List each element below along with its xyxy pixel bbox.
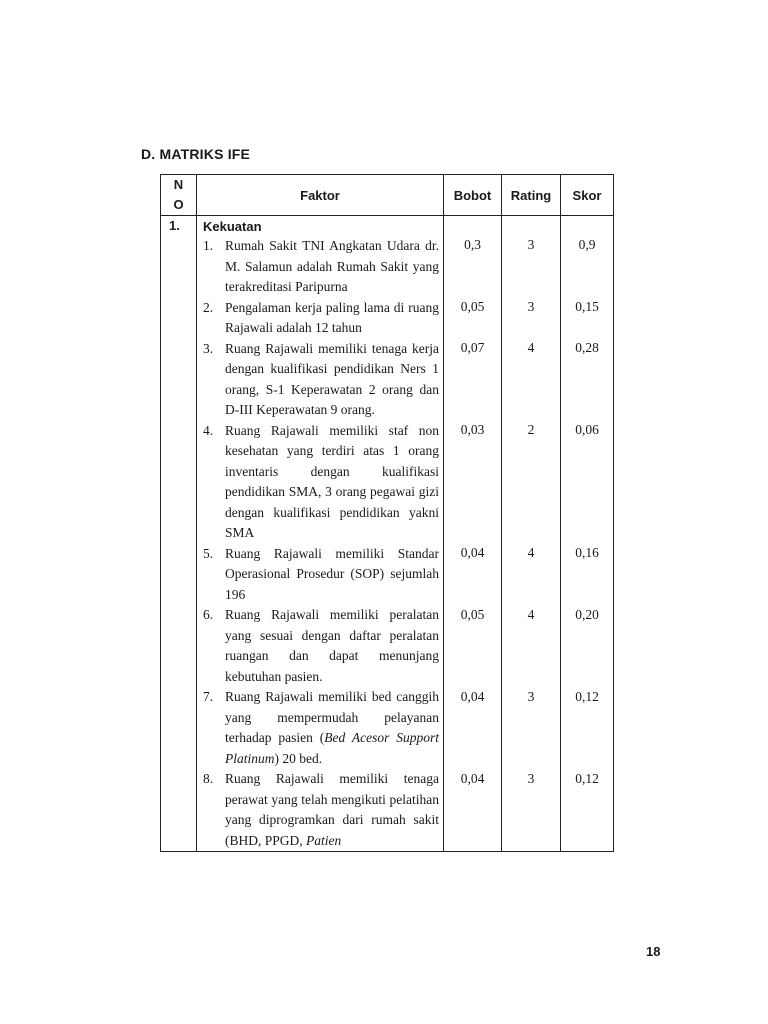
item-text: Ruang Rajawali memiliki Standar Operasional Prosedur (SOP) sejumlah 196 — [225, 545, 439, 602]
faktor-item — [203, 687, 439, 769]
faktor-cell — [197, 216, 444, 852]
section-heading: D. MATRIKS IFE — [141, 146, 251, 162]
skor-value: 0,16 — [575, 545, 599, 560]
header-rating: Rating — [502, 175, 561, 216]
rating-value: 4 — [527, 340, 535, 355]
skor-value: 0,12 — [575, 689, 599, 704]
header-no: N O — [161, 175, 197, 216]
ife-matrix-table — [160, 174, 614, 852]
skor-value: 0,12 — [575, 771, 599, 786]
header-faktor: Faktor — [197, 175, 444, 216]
item-text: Ruang Rajawali memiliki tenaga kerja dengan kualifikasi pendidikan Ners 1 orang, S-1 Keperawatan 2 orang dan D-III Keperawatan 9 orang. — [225, 340, 439, 417]
page-number: 18 — [646, 944, 661, 959]
bobot-value: 0,05 — [460, 299, 485, 314]
item-text: Ruang Rajawali memiliki peralatan yang sesuai dengan daftar peralatan ruangan dan dapat menunjang kebutuhan pasien. — [225, 607, 439, 684]
rating-value: 4 — [527, 545, 535, 560]
item-number: 4. — [203, 422, 214, 438]
item-text: Ruang Rajawali memiliki tenaga perawat yang telah mengikuti pelatihan yang diprogramkan dari rumah sakit (BHD, PPGD, Patien — [225, 771, 439, 848]
bobot-cell — [444, 216, 502, 852]
item-text: Ruang Rajawali memiliki staf non kesehatan yang terdiri atas 1 orang inventaris dengan kualifikasi pendidikan SMA, 3 orang pegawai gizi dengan kualifikasi pendidikan yakni SMA — [225, 422, 439, 540]
faktor-item — [203, 298, 439, 339]
faktor-item — [203, 339, 439, 421]
bobot-value: 0,04 — [460, 545, 485, 560]
bobot-value: 0,04 — [460, 689, 485, 704]
item-number: 8. — [203, 771, 214, 786]
faktor-item — [203, 236, 439, 298]
faktor-list — [203, 236, 439, 851]
rating-value: 3 — [527, 237, 535, 252]
rating-cell — [502, 216, 561, 852]
faktor-item — [203, 605, 439, 687]
rating-value: 4 — [527, 607, 535, 622]
bobot-value: 0,05 — [460, 607, 485, 622]
group-title: Kekuatan — [203, 219, 262, 234]
bobot-value: 0,3 — [464, 237, 481, 252]
header-bobot: Bobot — [444, 175, 502, 216]
item-number: 3. — [203, 340, 214, 356]
item-number: 1. — [203, 238, 214, 253]
bobot-value: 0,04 — [460, 771, 485, 786]
faktor-item — [203, 544, 439, 606]
skor-value: 0,20 — [575, 607, 599, 622]
rating-value: 3 — [527, 689, 535, 704]
item-number: 2. — [203, 299, 214, 315]
rating-value: 3 — [527, 771, 535, 786]
skor-cell — [561, 216, 614, 852]
row-number: 1. — [161, 216, 197, 852]
faktor-item — [203, 421, 439, 544]
bobot-value: 0,03 — [460, 422, 485, 437]
skor-value: 0,28 — [575, 340, 599, 355]
item-text: Ruang Rajawali memiliki bed canggih yang mempermudah pelayanan terhadap pasien (Bed Acesor Support Platinum) 20 bed. — [225, 689, 439, 766]
item-number: 6. — [203, 607, 214, 622]
bobot-value: 0,07 — [460, 340, 485, 355]
faktor-item — [203, 769, 439, 851]
rating-value: 3 — [527, 299, 535, 314]
table-header-row — [161, 175, 614, 216]
header-skor: Skor — [561, 175, 614, 216]
rating-value: 2 — [527, 422, 535, 437]
skor-value: 0,9 — [578, 237, 596, 252]
item-number: 5. — [203, 545, 214, 561]
skor-value: 0,06 — [575, 422, 599, 437]
table-row — [161, 216, 614, 852]
item-text: Pengalaman kerja paling lama di ruang Rajawali adalah 12 tahun — [225, 299, 439, 335]
skor-value: 0,15 — [575, 299, 599, 314]
item-text: Rumah Sakit TNI Angkatan Udara dr. M. Salamun adalah Rumah Sakit yang terakreditasi Paripurna — [225, 238, 439, 294]
item-number: 7. — [203, 689, 214, 704]
